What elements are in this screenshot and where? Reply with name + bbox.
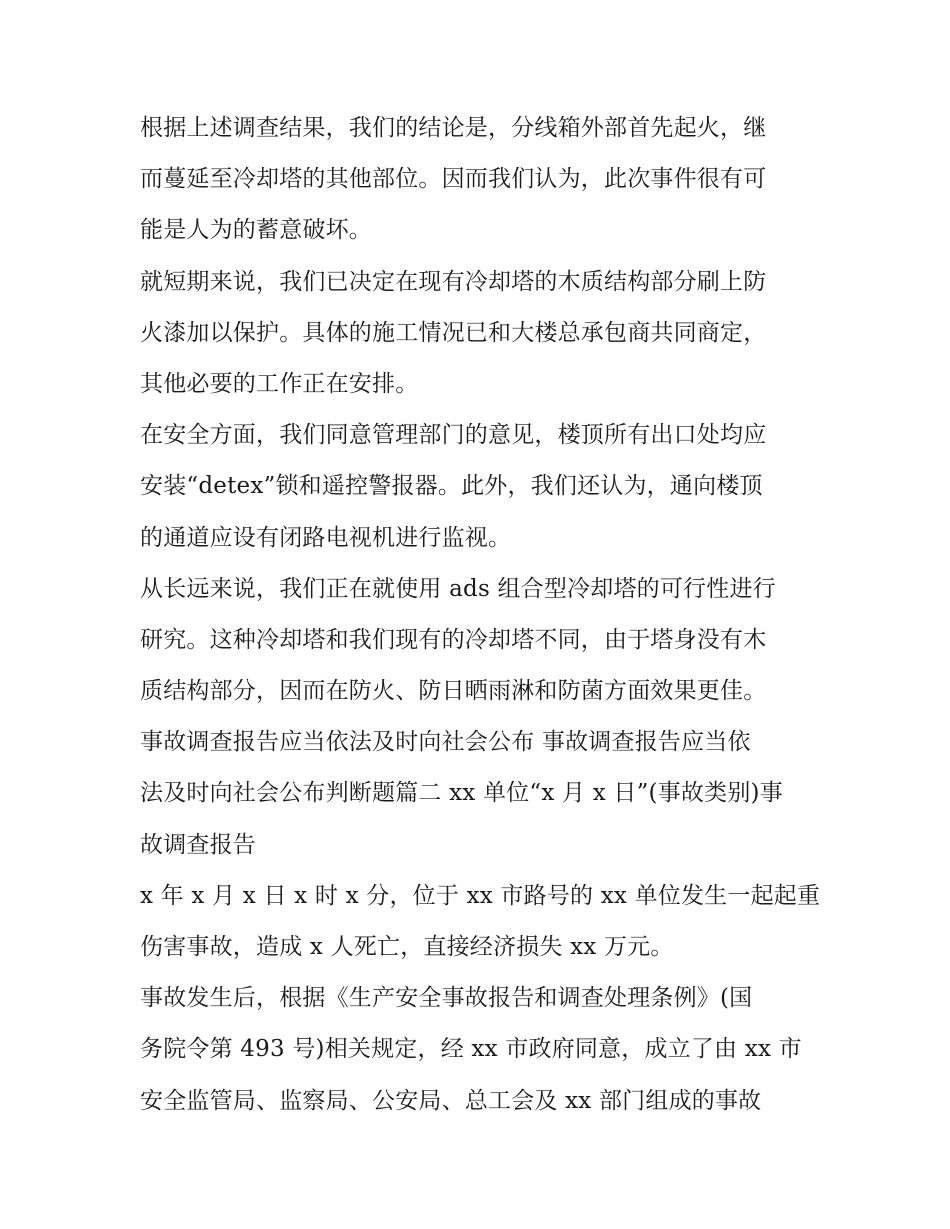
paragraph-incident (140, 871, 820, 973)
paragraph-security (140, 410, 820, 564)
text-line: 故调查报告 (140, 831, 256, 858)
text-line: 而蔓延至冷却塔的其他部位。因而我们认为，此次事件很有可 (140, 166, 767, 193)
text-line: 根据上述调查结果，我们的结论是，分线箱外部首先起火，继 (140, 115, 767, 141)
text-line: 研究。这种冷却塔和我们现有的冷却塔不同，由于塔身没有木 (140, 626, 767, 653)
text-line: 伤害事故，造成 x 人死亡，直接经济损失 xx 万元。 (140, 934, 674, 960)
paragraph-report-title (140, 717, 820, 871)
paragraph-short-term (140, 257, 820, 411)
text-line: 能是人为的蓄意破坏。 (140, 217, 372, 244)
text-line: 事故调查报告应当依法及时向社会公布 事故调查报告应当依 (140, 729, 751, 756)
text-line: 安装“detex”锁和遥控警报器。此外，我们还认为，通向楼顶 (140, 473, 763, 500)
paragraph-conclusion (140, 103, 820, 257)
paragraph-long-term (140, 564, 820, 718)
paragraph-investigation (140, 973, 820, 1127)
text-line: 事故发生后，根据《生产安全事故报告和调查处理条例》(国 (140, 985, 753, 1012)
text-line: x 年 x 月 x 日 x 时 x 分，位于 xx 市路号的 xx 单位发生一起起重 (140, 882, 821, 909)
text-line: 的通道应设有闭路电视机进行监视。 (140, 524, 512, 551)
text-line: 火漆加以保护。具体的施工情况已和大楼总承包商共同商定， (140, 319, 767, 346)
text-line: 安全监管局、监察局、公安局、总工会及 xx 部门组成的事故 (140, 1087, 762, 1114)
document-body (140, 103, 820, 1127)
text-line: 从长远来说，我们正在就使用 ads 组合型冷却塔的可行性进行 (140, 575, 776, 602)
text-line: 在安全方面，我们同意管理部门的意见，楼顶所有出口处均应 (140, 422, 767, 449)
text-line: 务院令第 493 号)相关规定，经 xx 市政府同意，成立了由 xx 市 (140, 1036, 802, 1063)
text-line: 法及时向社会公布判断题篇二 xx 单位“x 月 x 日”(事故类别)事 (140, 780, 783, 807)
text-line: 其他必要的工作正在安排。 (140, 370, 419, 397)
text-line: 就短期来说，我们已决定在现有冷却塔的木质结构部分刷上防 (140, 268, 767, 295)
text-line: 质结构部分，因而在防火、防日晒雨淋和防菌方面效果更佳。 (140, 678, 767, 705)
